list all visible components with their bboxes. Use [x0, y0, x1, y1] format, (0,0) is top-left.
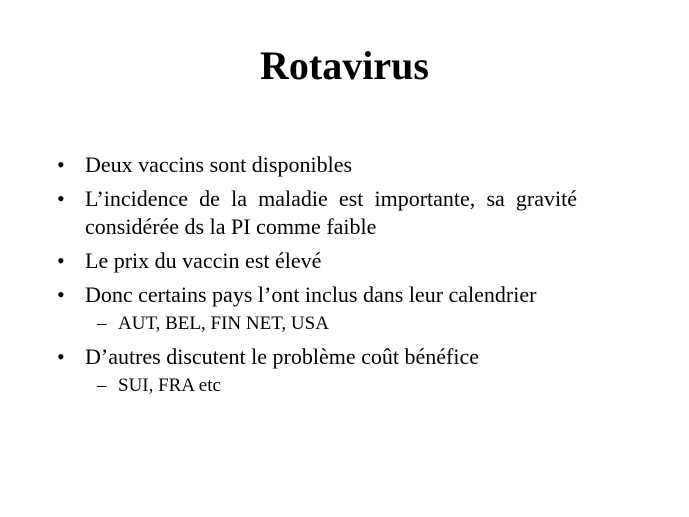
bullet-item	[57, 185, 577, 241]
sub-bullet-text: AUT, BEL, FIN NET, USA	[118, 313, 329, 334]
bullet-marker: •	[57, 248, 65, 273]
sub-bullet-text: SUI, FRA etc	[118, 375, 221, 396]
bullet-item	[57, 151, 577, 179]
bullet-text: Le prix du vaccin est élevé	[85, 248, 322, 273]
bullet-item	[57, 247, 577, 275]
bullet-marker: •	[57, 344, 65, 369]
slide-title: Rotavirus	[260, 43, 429, 88]
bullet-text: L’incidence de la maladie est importante, sa gravité considérée ds la PI comme faible	[85, 186, 577, 239]
bullet-marker: •	[57, 282, 65, 307]
bullet-text: D’autres discutent le problème coût bénéfice	[85, 344, 480, 369]
bullet-text: Donc certains pays l’ont inclus dans leur calendrier	[85, 282, 537, 307]
bullet-list	[57, 151, 577, 405]
bullet-marker: •	[57, 152, 65, 177]
sub-bullet-item	[57, 311, 577, 337]
sub-bullet-marker: –	[97, 375, 107, 396]
bullet-item	[57, 281, 577, 309]
bullet-item	[57, 343, 577, 371]
sub-bullet-item	[57, 373, 577, 399]
bullet-marker: •	[57, 186, 65, 211]
sub-bullet-marker: –	[97, 313, 107, 334]
bullet-text: Deux vaccins sont disponibles	[85, 152, 353, 177]
